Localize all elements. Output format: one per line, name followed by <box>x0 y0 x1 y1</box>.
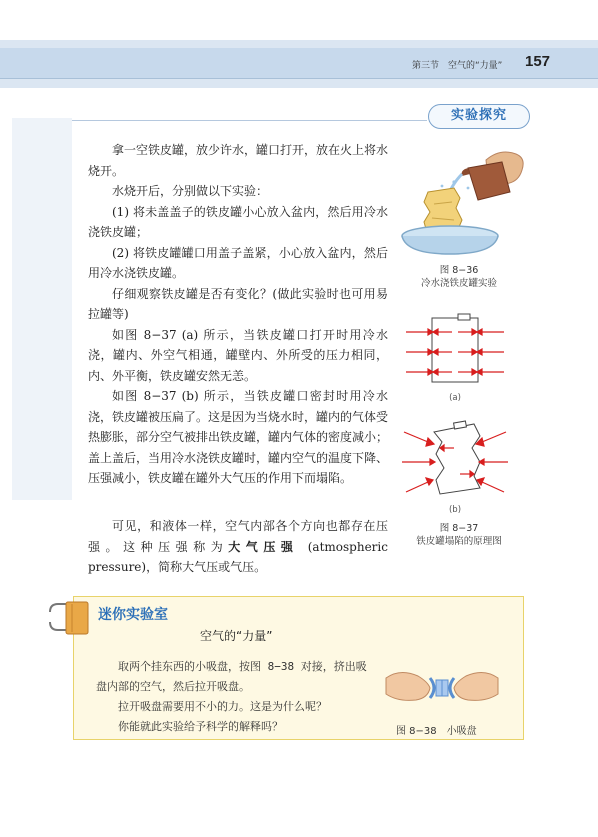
binder-clip-icon <box>46 598 92 638</box>
conclusion-text <box>88 516 388 578</box>
conclusion-part: 可见，和液体一样，空气内部各个方向也都存在压强。这种压强称为 <box>88 519 388 554</box>
figure-number: 图 8−36 <box>439 265 479 276</box>
paragraph: 拿一空铁皮罐，放少许水，罐口打开，放在火上将水烧开。 <box>88 143 389 178</box>
can-sealed-crushed-diagram <box>398 418 512 504</box>
mini-lab-title: 迷你实验室 <box>98 607 168 623</box>
paragraph: 取两个挂东西的小吸盘，按图 8−38 对接，挤出吸盘内部的空气，然后拉开吸盘。 <box>96 660 367 693</box>
mini-lab-subtitle: 空气的“力量” <box>200 629 273 643</box>
paragraph: (1) 将未盖盖子的铁皮罐小心放入盆内，然后用冷水浇铁皮罐； <box>88 204 388 239</box>
figure-caption: 冷水浇铁皮罐实验 <box>420 278 497 289</box>
header-rule <box>0 78 598 79</box>
experiment-text <box>88 140 388 489</box>
conclusion-part: (atmospheric pressure)，简称大气压或气压。 <box>88 539 388 574</box>
can-open-pressure-diagram <box>400 310 510 392</box>
mini-lab-text <box>96 657 376 737</box>
paragraph: (2) 将铁皮罐罐口用盖子盖紧，小心放入盆内，然后用冷水浇铁皮罐。 <box>88 245 388 280</box>
running-head: 第三节 空气的“力量” <box>412 61 503 71</box>
paragraph: 如图 8−37 (b) 所示，当铁皮罐口密封时用冷水浇，铁皮罐被压扁了。这是因为当烧水时，罐内的气体受热膨胀，部分空气被排出铁皮罐，罐内气体的密度减小；盖上盖后，当用冷水浇铁皮罐时，罐内空气的温度下降、压强减小，铁皮罐在罐外大气压的作用下而塌陷。 <box>88 389 389 485</box>
figure-number: 图 8−37 <box>439 523 479 534</box>
lab-section-rule <box>72 120 427 121</box>
header-bar <box>0 48 598 78</box>
lab-section-badge: 实验探究 <box>428 104 530 129</box>
paragraph: 水烧开后，分别做以下实验： <box>112 184 269 198</box>
suction-cups-illustration <box>384 658 500 716</box>
figure-label-b: (b) <box>448 505 462 515</box>
paragraph: 仔细观察铁皮罐是否有变化？(做此实验时也可用易拉罐等) <box>88 286 388 321</box>
key-term: 大气压强 <box>228 539 299 554</box>
lab-section-margin <box>12 118 72 500</box>
paragraph <box>88 516 388 578</box>
can-pouring-illustration <box>398 146 528 260</box>
paragraph: 你能就此实验给予科学的解释吗？ <box>118 720 283 733</box>
page-number: 157 <box>525 53 551 70</box>
figure-label-a: (a) <box>449 393 461 403</box>
figure-caption: 铁皮罐塌陷的原理图 <box>416 536 502 547</box>
paragraph: 拉开吸盘需要用不小的力。这是为什么呢？ <box>118 700 327 713</box>
paragraph: 如图 8−37 (a) 所示，当铁皮罐口打开时用冷水浇，罐内、外空气相通，罐壁内、外所受的压力相同，内、外平衡，铁皮罐安然无恙。 <box>88 327 388 383</box>
figure-caption: 图 8−38 小吸盘 <box>396 726 477 737</box>
